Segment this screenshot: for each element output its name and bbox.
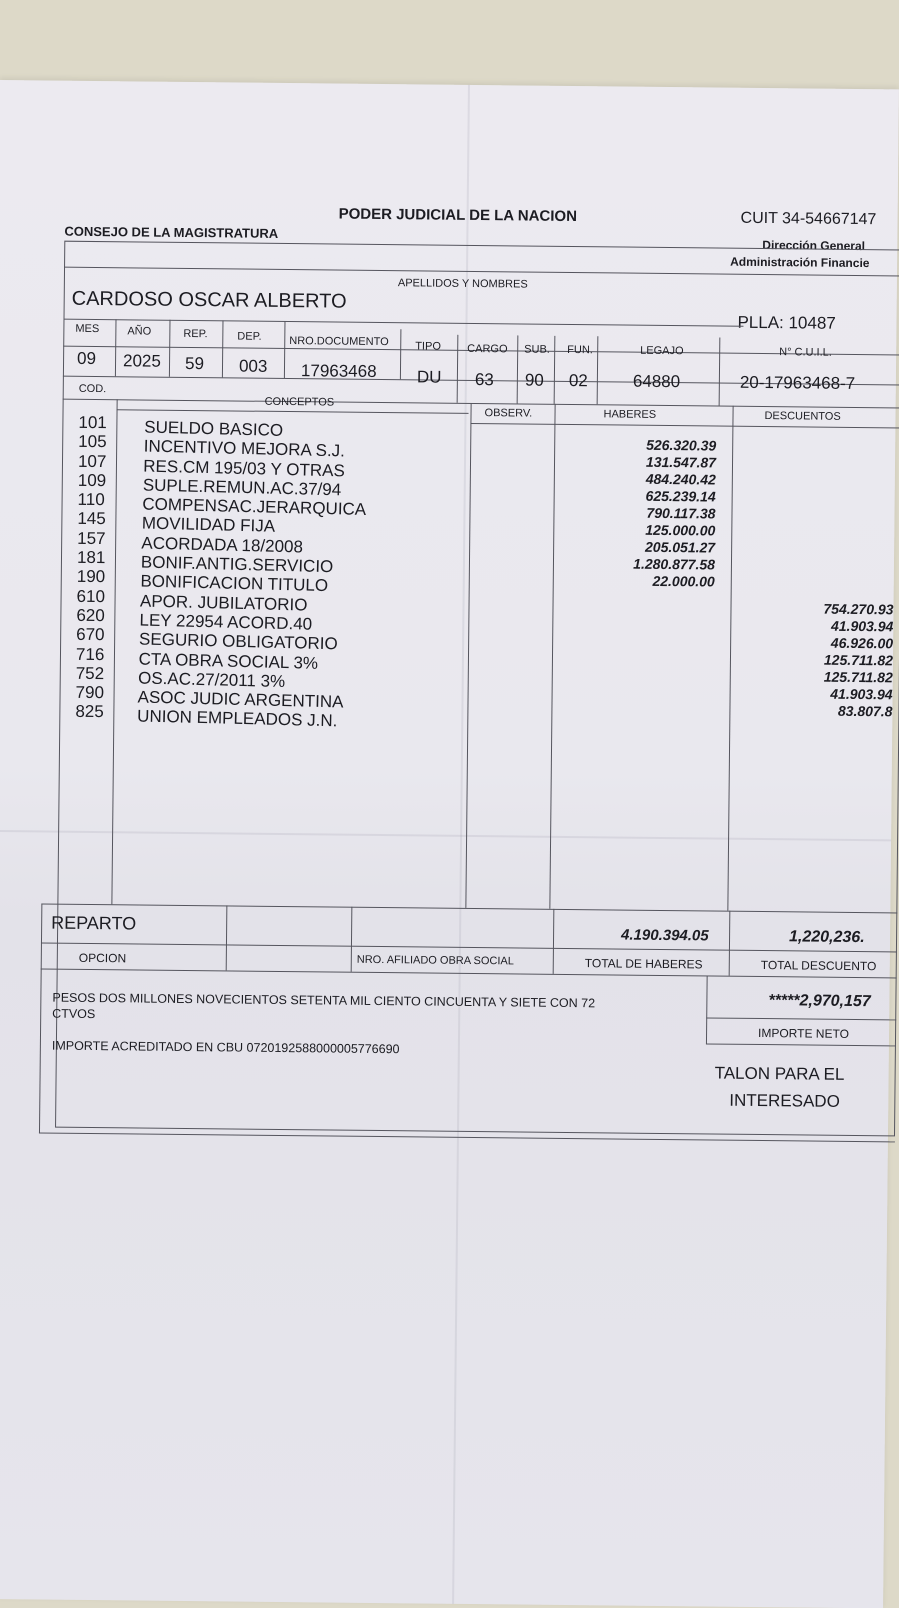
- descuento-cell: 41.903.94: [830, 617, 894, 635]
- opcion-label: OPCION: [78, 950, 127, 966]
- code-cell: 101: [78, 412, 107, 433]
- total-haberes-value: 4.190.394.05: [620, 926, 709, 945]
- codes-column: [75, 413, 107, 722]
- concept-cell: OS.AC.27/2011 3%: [137, 668, 286, 691]
- descuento-cell: 46.926.00: [830, 634, 894, 652]
- code-cell: 670: [76, 625, 105, 645]
- value-anio: 2025: [122, 351, 161, 371]
- descuento-cell: 83.807.8: [837, 702, 893, 720]
- code-cell: 181: [76, 547, 106, 568]
- concept-cell: SUELDO BASICO: [144, 417, 284, 440]
- concept-cell: COMPENSAC.JERARQUICA: [142, 494, 367, 520]
- descuento-cell: 754.270.93: [823, 600, 894, 618]
- descuento-cell: 41.903.94: [830, 685, 893, 703]
- concept-cell: ASOC JUDIC ARGENTINA: [137, 687, 344, 712]
- total-haberes-label: TOTAL DE HABERES: [584, 956, 703, 972]
- haber-cell: 484.240.42: [645, 470, 716, 488]
- value-legajo: 64880: [632, 371, 681, 392]
- header-cuil: N° C.U.I.L.: [779, 346, 832, 359]
- value-nro-documento: 17963468: [300, 361, 377, 381]
- concept-cell: INCENTIVO MEJORA S.J.: [143, 436, 346, 461]
- header-rep: REP.: [183, 327, 208, 341]
- haber-cell: 205.051.27: [644, 538, 716, 556]
- council-name: CONSEJO DE LA MAGISTRATURA: [64, 223, 279, 241]
- code-cell: 109: [77, 470, 107, 491]
- employee-name: CARDOSO OSCAR ALBERTO: [71, 287, 347, 313]
- header-haberes: HABERES: [603, 408, 657, 421]
- haberes-column: [561, 436, 717, 591]
- nro-afiliado-label: NRO. AFILIADO OBRA SOCIAL: [356, 953, 514, 968]
- code-cell: 145: [77, 509, 106, 529]
- value-tipo: DU: [416, 367, 442, 387]
- haber-cell: 526.320.39: [646, 436, 717, 454]
- header-tipo: TIPO: [415, 340, 441, 353]
- reparto-label: REPARTO: [51, 912, 137, 934]
- code-cell: 190: [76, 567, 106, 587]
- descuento-cell: 125.711.82: [823, 668, 893, 686]
- direction-line-1: Dirección General: [762, 237, 866, 254]
- value-mes: 09: [76, 348, 97, 369]
- concept-cell: BONIFICACION TITULO: [140, 571, 329, 596]
- concept-cell: ACORDADA 18/2008: [141, 533, 304, 557]
- haber-cell: 131.547.87: [645, 453, 717, 471]
- haber-cell: 625.239.14: [645, 487, 716, 505]
- haber-cell: 125.000.00: [645, 521, 716, 539]
- haber-cell: 1.280.877.58: [633, 555, 716, 573]
- code-cell: 716: [75, 644, 105, 664]
- code-cell: 105: [78, 432, 107, 452]
- header-descuentos: DESCUENTOS: [764, 410, 841, 423]
- plla-number: PLLA: 10487: [737, 312, 836, 333]
- header-conceptos: CONCEPTOS: [264, 395, 335, 409]
- concept-cell: SEGURIO OBLIGATORIO: [138, 629, 338, 654]
- header-nro-documento: NRO.DOCUMENTO: [289, 335, 389, 349]
- code-cell: 620: [76, 605, 105, 626]
- talon-line2: INTERESADO: [729, 1090, 840, 1111]
- total-descuentos-value: 1,220,236.: [788, 928, 865, 947]
- net-amount-label: IMPORTE NETO: [757, 1025, 850, 1041]
- concept-cell: RES.CM 195/03 Y OTRAS: [143, 456, 346, 481]
- value-cargo: 63: [474, 369, 494, 390]
- value-rep: 59: [184, 353, 205, 374]
- cuit-number: CUIT 34-54667147: [740, 209, 877, 229]
- code-cell: 107: [77, 451, 107, 471]
- haber-cell: 22.000.00: [652, 572, 715, 590]
- payslip-paper: [0, 80, 899, 1608]
- header-anio: AÑO: [127, 325, 152, 338]
- header-cargo: CARGO: [467, 342, 508, 356]
- concept-cell: MOVILIDAD FIJA: [141, 513, 276, 537]
- header-legajo: LEGAJO: [640, 344, 684, 358]
- total-descuentos-label: TOTAL DESCUENTO: [760, 958, 877, 974]
- amount-in-words-line2: CTVOS: [52, 1006, 96, 1022]
- talon-line1: TALON PARA EL: [714, 1063, 845, 1084]
- cbu-line: IMPORTE ACREDITADO EN CBU 0720192588000005776690: [51, 1038, 400, 1057]
- code-cell: 157: [77, 528, 106, 548]
- concepts-column: [137, 418, 368, 732]
- institution-title: PODER JUDICIAL DE LA NACION: [338, 205, 578, 226]
- code-cell: 790: [75, 682, 105, 703]
- concept-cell: APOR. JUBILATORIO: [139, 591, 308, 615]
- code-cell: 825: [75, 702, 104, 722]
- haber-cell: 790.117.38: [646, 504, 716, 522]
- header-sub: SUB.: [524, 343, 550, 356]
- concept-cell: CTA OBRA SOCIAL 3%: [138, 649, 319, 673]
- header-cod: COD.: [78, 382, 107, 396]
- name-label: APELLIDOS Y NOMBRES: [397, 277, 528, 291]
- header-observ: OBSERV.: [484, 407, 533, 420]
- header-fun: FUN.: [567, 343, 593, 357]
- header-dep: DEP.: [237, 330, 262, 343]
- concept-cell: SUPLE.REMUN.AC.37/94: [142, 475, 342, 500]
- value-dep: 003: [238, 356, 268, 376]
- header-mes: MES: [75, 322, 100, 336]
- value-cuil: 20-17963468-7: [739, 372, 856, 393]
- net-amount-value: *****2,970,157: [768, 992, 871, 1011]
- code-cell: 610: [76, 586, 106, 606]
- code-cell: 752: [75, 663, 105, 683]
- amount-in-words-line1: PESOS DOS MILLONES NOVECIENTOS SETENTA MIL CIENTO CINCUENTA Y SIETE CON 72: [52, 990, 596, 1011]
- concept-cell: LEY 22954 ACORD.40: [139, 610, 313, 634]
- descuento-cell: 125.711.82: [823, 651, 894, 669]
- value-sub: 90: [524, 370, 544, 390]
- code-cell: 110: [77, 490, 105, 510]
- concept-cell: BONIF.ANTIG.SERVICIO: [140, 552, 334, 577]
- concept-cell: UNION EMPLEADOS J.N.: [136, 706, 338, 731]
- direction-line-2: Administración Financie: [730, 254, 870, 271]
- descuentos-column: [735, 600, 893, 721]
- value-fun: 02: [568, 370, 588, 391]
